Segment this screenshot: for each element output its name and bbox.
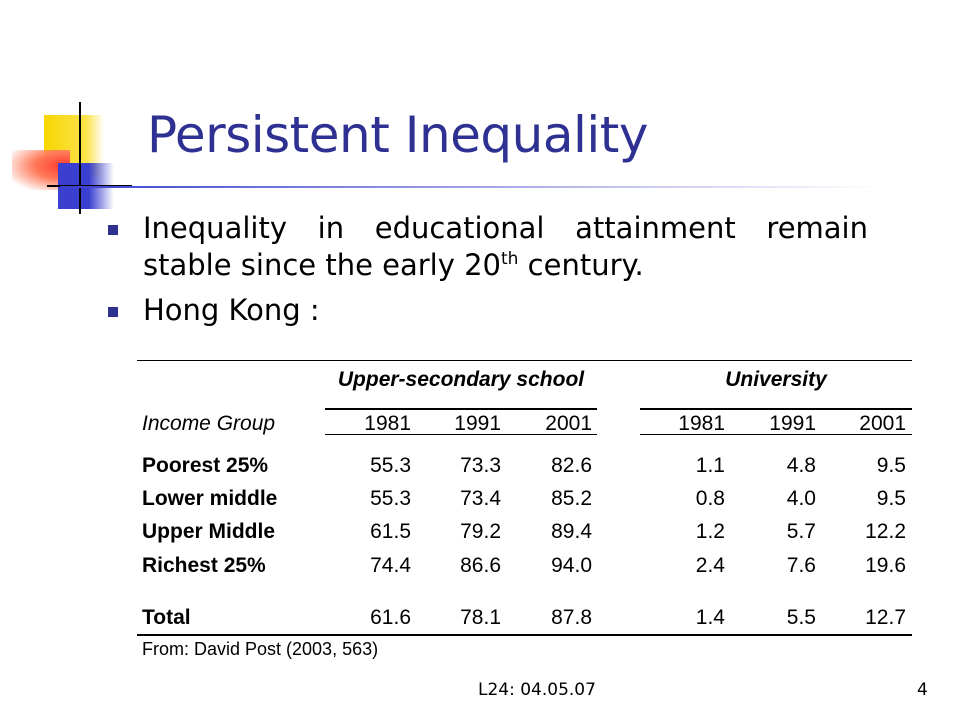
table-cell: 9.5 xyxy=(876,487,906,510)
bullet-item xyxy=(108,292,868,329)
group-header-upper-secondary: Upper-secondary school xyxy=(337,368,585,391)
page-number: 4 xyxy=(917,680,928,700)
table-cell: 74.4 xyxy=(370,554,411,577)
table-cell: 73.3 xyxy=(460,454,501,477)
table-cell: 12.2 xyxy=(865,520,906,543)
slide-title: Persistent Inequality xyxy=(147,106,648,164)
table-cell: 7.6 xyxy=(786,554,816,577)
group-rule xyxy=(640,408,912,410)
table-cell: 85.2 xyxy=(551,487,592,510)
table-cell: 9.5 xyxy=(876,454,906,477)
group-header-university: University xyxy=(725,368,827,391)
table-cell: 5.5 xyxy=(786,606,816,629)
slide-footer: L24: 04.05.07 xyxy=(478,680,596,700)
data-table xyxy=(137,360,912,660)
bullet-text: Inequality in educational attainment remain stable since the early 20 xyxy=(143,211,868,282)
table-cell: 12.7 xyxy=(865,606,906,629)
year-header: 1981 xyxy=(678,412,725,435)
superscript: th xyxy=(501,249,519,269)
year-header: 1981 xyxy=(364,412,411,435)
group-rule xyxy=(325,408,597,410)
source-note: From: David Post (2003, 563) xyxy=(142,639,379,659)
row-label: Upper Middle xyxy=(142,520,276,543)
year-header: 2001 xyxy=(859,412,906,435)
year-header: 1991 xyxy=(769,412,816,435)
table-cell: 89.4 xyxy=(551,520,592,543)
table-cell: 94.0 xyxy=(551,554,592,577)
bullet-item xyxy=(108,210,868,284)
table-top-rule xyxy=(137,360,912,361)
table-cell: 55.3 xyxy=(370,487,411,510)
row-label: Richest 25% xyxy=(142,554,266,577)
bullet-list xyxy=(108,210,868,337)
bullet-marker xyxy=(108,225,118,235)
table-cell: 73.4 xyxy=(460,487,501,510)
table-cell: 61.5 xyxy=(370,520,411,543)
table-cell: 1.4 xyxy=(695,606,725,629)
row-label: Total xyxy=(142,606,191,629)
year-header: 1991 xyxy=(454,412,501,435)
table-cell: 1.1 xyxy=(695,454,725,477)
table-cell: 87.8 xyxy=(551,606,592,629)
table-cell: 19.6 xyxy=(865,554,906,577)
table-cell: 82.6 xyxy=(551,454,592,477)
year-header: 2001 xyxy=(545,412,592,435)
decor-vertical-line xyxy=(79,102,81,214)
title-underline xyxy=(60,186,880,188)
table-cell: 55.3 xyxy=(370,454,411,477)
table-bottom-rule xyxy=(137,634,912,636)
table-cell: 0.8 xyxy=(695,487,725,510)
row-label: Poorest 25% xyxy=(142,454,269,477)
table-cell: 4.8 xyxy=(786,454,816,477)
bullet-text: Hong Kong : xyxy=(143,293,320,327)
table-cell: 86.6 xyxy=(460,554,501,577)
table-cell: 78.1 xyxy=(460,606,501,629)
table-cell: 61.6 xyxy=(370,606,411,629)
row-label: Lower middle xyxy=(142,487,278,510)
table-cell: 4.0 xyxy=(786,487,816,510)
bullet-marker xyxy=(108,307,118,317)
table-cell: 1.2 xyxy=(695,520,725,543)
bullet-text-tail: century. xyxy=(518,248,644,282)
table-cell: 5.7 xyxy=(786,520,816,543)
row-header-label: Income Group xyxy=(142,412,276,435)
table-cell: 79.2 xyxy=(460,520,501,543)
table-cell: 2.4 xyxy=(695,554,725,577)
